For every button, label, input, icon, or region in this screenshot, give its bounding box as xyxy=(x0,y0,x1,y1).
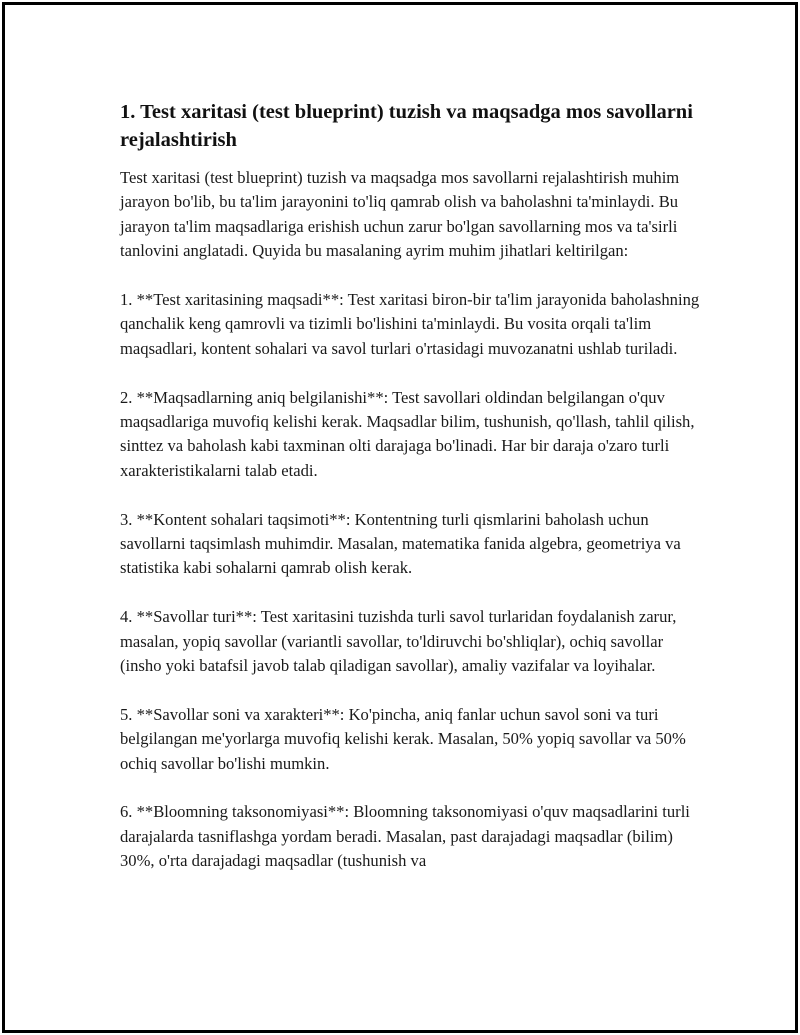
page-frame xyxy=(2,2,798,1033)
document-body xyxy=(120,98,700,874)
document-heading: 1. Test xaritasi (test blueprint) tuzish va maqsadga mos savollarni rejalashtirish xyxy=(120,101,693,151)
point-6-paragraph: 6. **Bloomning taksonomiyasi**: Bloomning taksonomiyasi o'quv maqsadlarini turli darajalarda tasniflashga yordam beradi. Masalan, past darajadagi maqsadlar (bilim) 30%, o'rta darajadagi maqsadlar (tushunish va xyxy=(120,802,690,871)
point-1-paragraph: 1. **Test xaritasining maqsadi**: Test xaritasi biron-bir ta'lim jarayonida baholashning qanchalik keng qamrovli va tizimli bo'lishini ta'minlaydi. Bu vosita orqali ta'lim maqsadlari, kontent sohalari va savol turlari o'rtasidagi muvozanatni ushlab turiladi. xyxy=(120,290,700,358)
point-3-paragraph: 3. **Kontent sohalari taqsimoti**: Kontentning turli qismlarini baholash uchun savollarni taqsimlash muhimdir. Masalan, matematika fanida algebra, geometriya va statistika kabi sohalarni qamrab olish kerak. xyxy=(120,509,681,578)
point-2-paragraph: 2. **Maqsadlarning aniq belgilanishi**: Test savollari oldindan belgilangan o'quv maqsadlariga muvofiq kelishi kerak. Maqsadlar bilim, tushunish, qo'llash, tahlil qilish, sinttez va baholash kabi taxminan olti darajaga bo'linadi. Har bir daraja o'zaro turli xarakteristikalarni talab etadi. xyxy=(120,387,695,480)
intro-paragraph: Test xaritasi (test blueprint) tuzish va maqsadga mos savollarni rejalashtirish muhim jarayon bo'lib, bu ta'lim jarayonini to'liq qamrab olish va baholashni ta'minlaydi. Bu jarayon ta'lim maqsadlariga erishish uchun zarur bo'lgan savollarning mos va ta'sirli tanlovini anglatadi. Quyida bu masalaning ayrim muhim jihatlari keltirilgan: xyxy=(120,168,680,261)
point-4-paragraph: 4. **Savollar turi**: Test xaritasini tuzishda turli savol turlaridan foydalanish zarur, masalan, yopiq savollar (variantli savollar, to'ldiruvchi bo'shliqlar), ochiq savollar (insho yoki batafsil javob talab qiladigan savollar), amaliy vazifalar va loyihalar. xyxy=(120,607,677,676)
point-5-paragraph: 5. **Savollar soni va xarakteri**: Ko'pincha, aniq fanlar uchun savol soni va turi belgilangan me'yorlarga muvofiq kelishi kerak. Masalan, 50% yopiq savollar va 50% ochiq savollar bo'lishi mumkin. xyxy=(120,704,686,773)
